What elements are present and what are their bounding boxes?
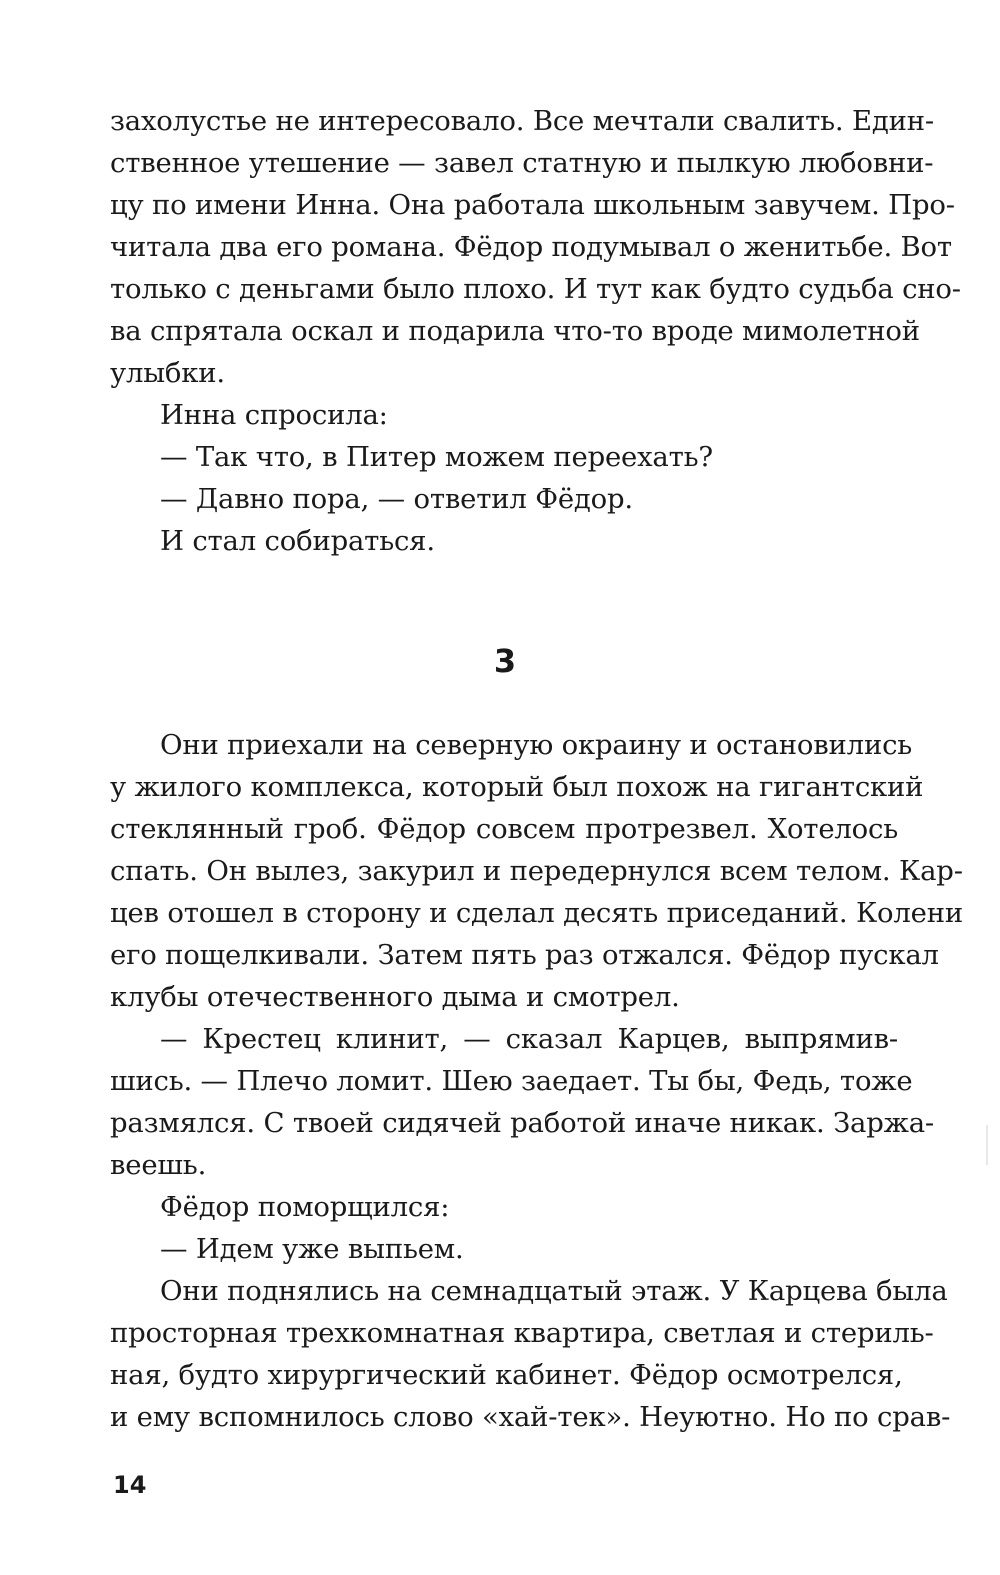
text-line: ственное утешение — завел статную и пылкую любовни- xyxy=(110,147,934,179)
dialogue-line: — Крестец клинит, — сказал Карцев, выпрямив- xyxy=(160,1023,898,1055)
text-line: И стал собираться. xyxy=(160,525,435,557)
text-line: Инна спросила: xyxy=(160,399,388,431)
text-line: у жилого комплекса, который был похож на гигантский xyxy=(110,771,924,803)
text-line: шись. — Плечо ломит. Шею заедает. Ты бы, Федь, тоже xyxy=(110,1065,913,1097)
text-line: стеклянный гроб. Фёдор совсем протрезвел. Хотелось xyxy=(110,813,898,845)
text-line: его пощелкивали. Затем пять раз отжался. Фёдор пускал xyxy=(110,939,939,971)
text-line: захолустье не интересовало. Все мечтали свалить. Един- xyxy=(110,105,934,137)
text-line: улыбки. xyxy=(110,357,225,389)
text-line: Они поднялись на семнадцатый этаж. У Карцева была xyxy=(160,1275,948,1307)
page-number: 14 xyxy=(113,1471,147,1499)
dialogue-line: — Идем уже выпьем. xyxy=(160,1233,464,1265)
text-line: только с деньгами было плохо. И тут как будто судьба сно- xyxy=(110,273,961,305)
text-line: ная, будто хирургический кабинет. Фёдор осмотрелся, xyxy=(110,1359,903,1391)
text-line: Фёдор поморщился: xyxy=(160,1191,450,1223)
text-line: спать. Он вылез, закурил и передернулся всем телом. Кар- xyxy=(110,855,963,887)
text-line: цу по имени Инна. Она работала школьным завучем. Про- xyxy=(110,189,955,221)
text-line: просторная трехкомнатная квартира, светлая и стериль- xyxy=(110,1317,934,1349)
text-line: размялся. С твоей сидячей работой иначе никак. Заржа- xyxy=(110,1107,934,1139)
dialogue-line: — Давно пора, — ответил Фёдор. xyxy=(160,483,633,515)
text-line: веешь. xyxy=(110,1149,207,1181)
text-line: ва спрятала оскал и подарила что-то вроде мимолетной xyxy=(110,315,920,347)
chapter-heading: 3 xyxy=(493,642,517,680)
page-edge-mark xyxy=(986,1125,988,1165)
text-line: читала два его романа. Фёдор подумывал о женитьбе. Вот xyxy=(110,231,952,263)
text-line: клубы отечественного дыма и смотрел. xyxy=(110,981,680,1013)
dialogue-line: — Так что, в Питер можем переехать? xyxy=(160,441,713,473)
text-line: Они приехали на северную окраину и остановились xyxy=(160,729,913,761)
text-line: цев отошел в сторону и сделал десять приседаний. Колени xyxy=(110,897,963,929)
text-line: и ему вспомнилось слово «хай-тек». Неуютно. Но по срав- xyxy=(110,1401,951,1433)
